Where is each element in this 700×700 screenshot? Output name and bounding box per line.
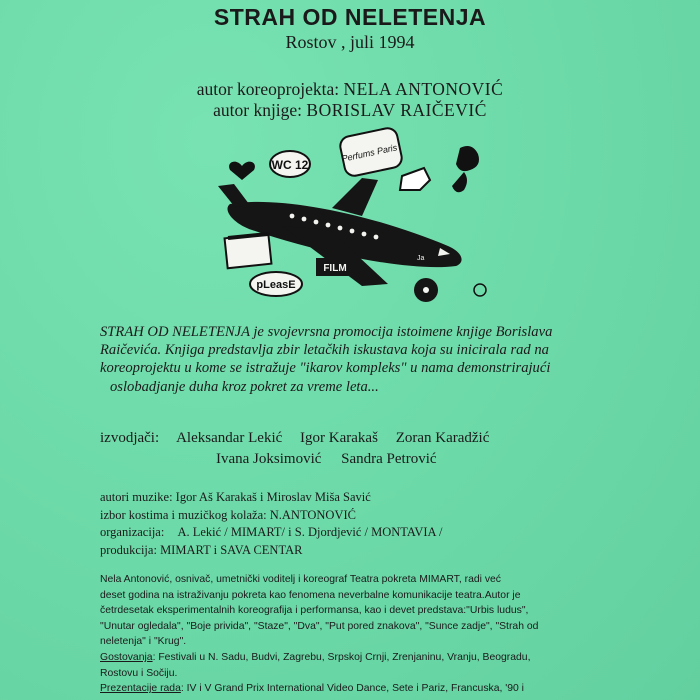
please-sign-text: pLeasE (256, 279, 296, 291)
choreo-author-line (0, 79, 700, 100)
credit-organization-value: A. Lekić / MIMART/ i S. Djordjević / MONTAVIA / (177, 525, 443, 539)
bio-line: Nela Antonović, osnivač, umetnički voditelj i koreograf Teatra pokreta MIMART, radi već (100, 574, 501, 585)
bio-tours-text: : Festivali u N. Sadu, Budvi, Zagrebu, Srpskoj Crnji, Zrenjaninu, Vranju, Beogradu, (152, 651, 531, 663)
biography (100, 572, 665, 697)
credit-music-label: autori muzike: (100, 490, 173, 504)
credit-production-value: MIMART i SAVA CENTAR (160, 542, 303, 557)
bio-presentations-text: : IV i V Grand Prix International Video Dance, Sete i Pariz, Francuska, '90 i (180, 683, 524, 695)
performer-name: Igor Karakaš (300, 430, 378, 446)
bio-line: Rostovu i Sočiju. (100, 667, 178, 679)
authors-block (0, 79, 700, 121)
credit-production (100, 542, 660, 560)
performers (100, 428, 660, 470)
film-sign (316, 258, 354, 276)
credit-production-label: produkcija: (100, 542, 157, 557)
credit-music-value: Igor Aš Karakaš i Miroslav Miša Savić (175, 490, 371, 504)
credit-music (100, 489, 660, 507)
credit-costume-label: izbor kostima i muzičkog kolaža: (100, 507, 267, 522)
choreo-author-label: autor koreoprojekta: (196, 79, 340, 99)
perfume-badge (338, 126, 403, 177)
bio-line: četrdesetak eksperimentalnih koreografija i performansa, kao i devet predstava:"Urbis ludus", (100, 605, 529, 617)
description-line-1 (100, 323, 640, 341)
record-icon (414, 278, 438, 302)
credit-costume-value: N.ANTONOVIĆ (269, 507, 356, 522)
credits (100, 489, 660, 559)
poster-title: STRAH OD NELETENJA (213, 4, 487, 30)
performer-name: Ivana Joksimović (216, 451, 322, 467)
performers-row-2 (100, 449, 660, 470)
description-line-4: oslobadjanje duha kroz pokret za vreme leta... (110, 378, 379, 395)
please-sign (250, 272, 302, 296)
wc-sign-text: WC 12 (271, 158, 309, 172)
airplane-illustration (212, 126, 494, 304)
bio-line: deset godina na istraživanju pokreta kao fenomena neverbalne komunikacije teatra.Autor je (100, 589, 521, 601)
description (100, 323, 640, 396)
credit-organization-label: organizacija: (100, 525, 165, 539)
bio-line: neletenja" i "Krug". (100, 636, 187, 648)
credit-costume (100, 507, 660, 525)
description-line-3: koreoprojektu u kome se istražuje "ikarov kompleks" u nama demonstrirajući (100, 360, 551, 377)
performers-row-1 (100, 428, 660, 449)
book-author-name: BORISLAV RAIČEVIĆ (306, 100, 487, 120)
description-line-2: Raičevića. Knjiga predstavlja zbir letačkih iskustava koja su inicirala rad na (100, 342, 549, 359)
description-title: STRAH OD NELETENJA (100, 324, 250, 340)
credit-organization (100, 524, 660, 542)
airplane-text: Ja (417, 255, 425, 262)
bio-presentations-label: Prezentacije rada (100, 683, 181, 695)
bio-tours (100, 650, 665, 666)
performer-name: Zoran Karadžić (395, 430, 490, 446)
performer-name: Aleksandar Lekić (176, 430, 283, 446)
character-icon (400, 168, 430, 190)
logo-icon (474, 284, 486, 296)
place-date: Rostov , juli 1994 (285, 32, 415, 52)
perfume-badge-text: Perfums Paris (340, 142, 399, 164)
book-author-line (0, 100, 700, 121)
performer-name: Sandra Petrović (341, 451, 437, 467)
clapper-board-icon (225, 234, 272, 268)
bio-presentations (100, 681, 665, 697)
figure-icon (452, 146, 479, 192)
description-line-1-rest: je svojevrsna promocija istoimene knjige Borislava (249, 324, 553, 340)
heart-icon (229, 162, 255, 180)
book-author-label: autor knjige: (213, 100, 303, 120)
choreo-author-name: NELA ANTONOVIĆ (343, 79, 504, 99)
film-sign-text: FILM (323, 263, 347, 274)
bio-tours-label: Gostovanja (100, 651, 153, 663)
performers-label: izvodjači: (100, 430, 160, 446)
bio-line: "Unutar ogledala", "Boje privida", "Staze", "Dva", "Put pored znakova", "Sunce zadje", "Strah od (100, 620, 539, 632)
wc-sign (270, 151, 310, 177)
